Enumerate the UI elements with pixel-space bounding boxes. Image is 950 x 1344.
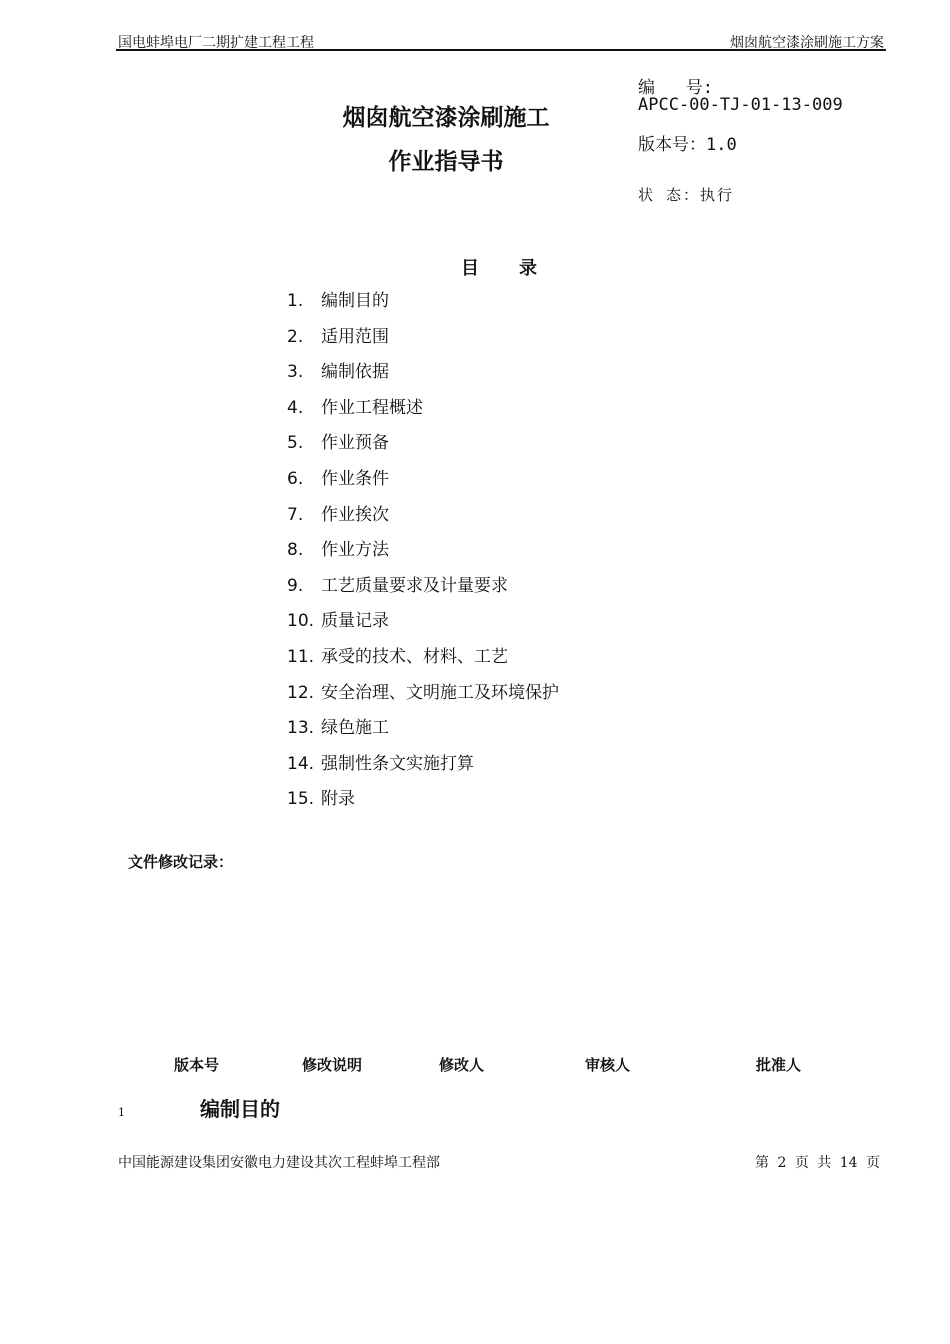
section-number: 1 <box>118 1106 125 1119</box>
header-divider <box>116 49 886 51</box>
toc-item-label: 作业方法 <box>321 540 389 561</box>
document-number-value: APCC-00-TJ-01-13-009 <box>638 95 843 115</box>
toc-item-label: 强制性条文实施打算 <box>321 753 474 774</box>
modification-table-header <box>0 1054 950 1076</box>
toc-item-number: 15. <box>287 789 315 810</box>
toc-item <box>287 717 559 753</box>
toc-item <box>287 682 559 718</box>
toc-item-number: 6. <box>287 468 304 489</box>
column-description: 修改说明 <box>302 1056 363 1074</box>
toc-item-label: 作业预备 <box>321 433 389 454</box>
modification-record-label: 文件修改记录： <box>128 853 234 871</box>
toc-item-number: 14. <box>287 753 315 774</box>
toc-item-label: 作业挨次 <box>321 504 389 525</box>
document-title-line2: 作业指导书 <box>388 149 504 175</box>
toc-item-number: 3. <box>287 362 304 383</box>
document-title-line1: 烟囱航空漆涂刷施工 <box>342 105 550 131</box>
toc-item <box>287 361 559 397</box>
footer-organization: 中国能源建设集团安徽电力建设其次工程蚌埠工程部 <box>118 1155 440 1171</box>
toc-item-number: 5. <box>287 433 304 454</box>
column-approver: 批准人 <box>756 1056 802 1074</box>
section-title: 编制目的 <box>200 1097 280 1121</box>
header-project-name: 国电蚌埠电厂二期扩建工程工程 <box>118 35 314 51</box>
toc-item-label: 绿色施工 <box>321 718 389 739</box>
toc-item-number: 4. <box>287 397 304 418</box>
toc-item-label: 质量记录 <box>321 611 389 632</box>
toc-item <box>287 397 559 433</box>
toc-item-label: 安全治理、文明施工及环境保护 <box>321 682 559 703</box>
table-of-contents <box>287 290 559 824</box>
document-status: 状 态：执行 <box>638 186 735 204</box>
toc-item <box>287 788 559 824</box>
document-version: 版本号：1.0 <box>638 135 737 155</box>
toc-item-label: 适用范围 <box>321 326 389 347</box>
toc-item-number: 7. <box>287 504 304 525</box>
toc-item-number: 8. <box>287 540 304 561</box>
document-number-label: 编 号: <box>638 78 713 98</box>
toc-item-number: 10. <box>287 611 315 632</box>
footer-page-number: 第 2 页 共 14 页 <box>755 1155 880 1171</box>
column-reviewer: 审核人 <box>585 1056 631 1074</box>
toc-title: 目录 <box>461 258 577 279</box>
toc-item-label: 编制目的 <box>321 291 389 311</box>
toc-item <box>287 610 559 646</box>
toc-item-number: 2. <box>287 326 304 347</box>
toc-item <box>287 290 559 326</box>
toc-item-label: 作业条件 <box>321 468 389 489</box>
toc-item-number: 13. <box>287 718 315 739</box>
toc-item-label: 工艺质量要求及计量要求 <box>321 575 508 596</box>
column-version: 版本号 <box>174 1056 220 1074</box>
toc-item-number: 12. <box>287 682 315 703</box>
header-document-name: 烟囱航空漆涂刷施工方案 <box>730 35 884 51</box>
toc-item-label: 承受的技术、材料、工艺 <box>321 646 508 667</box>
toc-item <box>287 504 559 540</box>
toc-item-number: 1. <box>287 291 304 311</box>
toc-item <box>287 326 559 362</box>
toc-item <box>287 539 559 575</box>
toc-item <box>287 753 559 789</box>
toc-item-label: 附录 <box>321 789 355 810</box>
toc-item-label: 编制依据 <box>321 362 389 383</box>
toc-item <box>287 646 559 682</box>
toc-item <box>287 468 559 504</box>
toc-item-number: 11. <box>287 646 315 667</box>
toc-item <box>287 575 559 611</box>
toc-item-number: 9. <box>287 575 304 596</box>
column-modifier: 修改人 <box>439 1056 485 1074</box>
toc-item-label: 作业工程概述 <box>321 397 423 418</box>
toc-item <box>287 432 559 468</box>
